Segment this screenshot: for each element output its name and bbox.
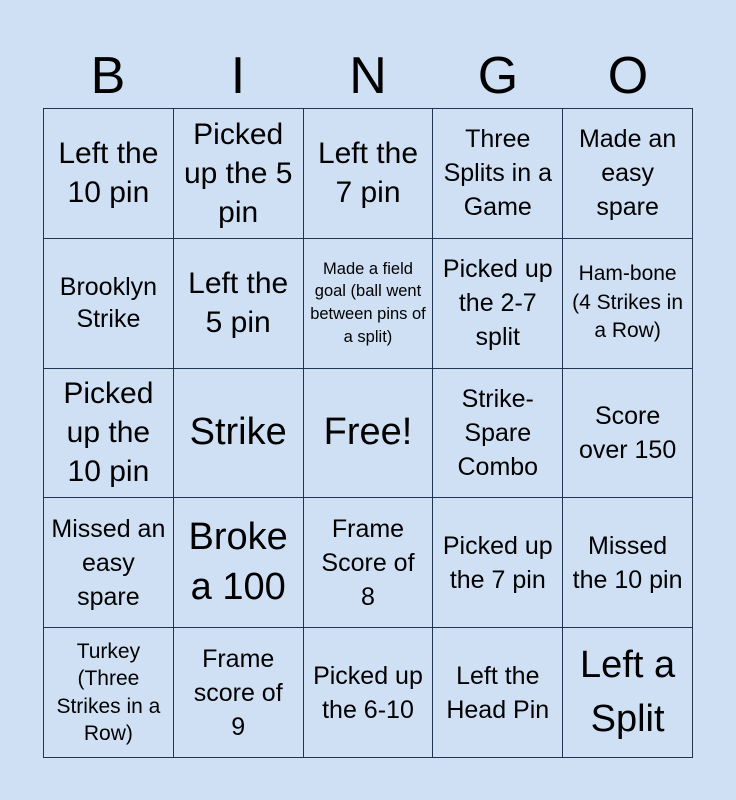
cell-text: Missed the 10 pin bbox=[572, 531, 683, 594]
cell-text: Left the 10 pin bbox=[58, 137, 159, 210]
cell-text: Strike bbox=[189, 411, 287, 454]
bingo-cell-n1[interactable] bbox=[304, 109, 434, 239]
bingo-cell-o1[interactable] bbox=[563, 109, 693, 239]
bingo-cell-g1[interactable] bbox=[433, 109, 563, 239]
bingo-cell-i1[interactable] bbox=[174, 109, 304, 239]
header-letter-g: G bbox=[477, 47, 519, 105]
cell-text: Frame Score of 8 bbox=[321, 514, 415, 611]
bingo-cell-o4[interactable] bbox=[563, 498, 693, 628]
cell-text: Left the Head Pin bbox=[446, 661, 550, 724]
cell-text: Left the 7 pin bbox=[317, 137, 419, 210]
cell-text: Broke a 100 bbox=[188, 516, 288, 608]
cell-text: Ham-bone (4 Strikes in a Row) bbox=[572, 262, 684, 343]
bingo-cell-i3[interactable] bbox=[174, 369, 304, 499]
bingo-cell-g5[interactable] bbox=[433, 628, 563, 758]
bingo-cell-g2[interactable] bbox=[433, 239, 563, 369]
header-letter-i: I bbox=[230, 47, 246, 105]
cell-text: Brooklyn Strike bbox=[59, 272, 158, 334]
cell-text: Picked up the 7 pin bbox=[442, 531, 553, 594]
cell-text: Picked up the 2-7 split bbox=[442, 255, 553, 352]
bingo-cell-o3[interactable] bbox=[563, 369, 693, 499]
header-letter-b: B bbox=[90, 47, 126, 105]
bingo-cell-o5[interactable] bbox=[563, 628, 693, 758]
cell-text: Made a field goal (ball went between pins of a split) bbox=[310, 259, 426, 346]
cell-text: Missed an easy spare bbox=[51, 514, 166, 611]
cell-text: Picked up the 6-10 bbox=[313, 661, 423, 724]
bingo-cell-b5[interactable] bbox=[44, 628, 174, 758]
cell-text: Turkey (Three Strikes in a Row) bbox=[56, 640, 161, 745]
cell-text: Score over 150 bbox=[578, 401, 677, 464]
bingo-cell-i2[interactable] bbox=[174, 239, 304, 369]
bingo-cell-n2[interactable] bbox=[304, 239, 434, 369]
header-letter-o: O bbox=[607, 47, 649, 105]
header-letter-n: N bbox=[349, 47, 387, 105]
cell-text: Strike-Spare Combo bbox=[457, 384, 539, 481]
bingo-cell-b4[interactable] bbox=[44, 498, 174, 628]
cell-text: Picked up the 5 pin bbox=[183, 117, 293, 229]
cell-text: Three Splits in a Game bbox=[443, 125, 552, 222]
bingo-cell-g4[interactable] bbox=[433, 498, 563, 628]
bingo-cell-b2[interactable] bbox=[44, 239, 174, 369]
bingo-cell-i4[interactable] bbox=[174, 498, 304, 628]
cell-text: Left the 5 pin bbox=[188, 267, 289, 340]
bingo-cell-n4[interactable] bbox=[304, 498, 434, 628]
bingo-card-grid bbox=[43, 108, 693, 758]
cell-text: Left a Split bbox=[580, 644, 676, 740]
bingo-cell-i5[interactable] bbox=[174, 628, 304, 758]
bingo-cell-b1[interactable] bbox=[44, 109, 174, 239]
cell-text: Frame score of 9 bbox=[193, 644, 283, 741]
cell-text: Free! bbox=[323, 411, 413, 454]
bingo-cell-o2[interactable] bbox=[563, 239, 693, 369]
cell-text: Made an easy spare bbox=[578, 125, 677, 222]
bingo-cell-b3[interactable] bbox=[44, 369, 174, 499]
bingo-cell-n5[interactable] bbox=[304, 628, 434, 758]
bingo-cell-g3[interactable] bbox=[433, 369, 563, 499]
cell-text: Picked up the 10 pin bbox=[63, 377, 154, 489]
bingo-header bbox=[43, 44, 693, 108]
bingo-cell-n3[interactable] bbox=[304, 369, 434, 499]
